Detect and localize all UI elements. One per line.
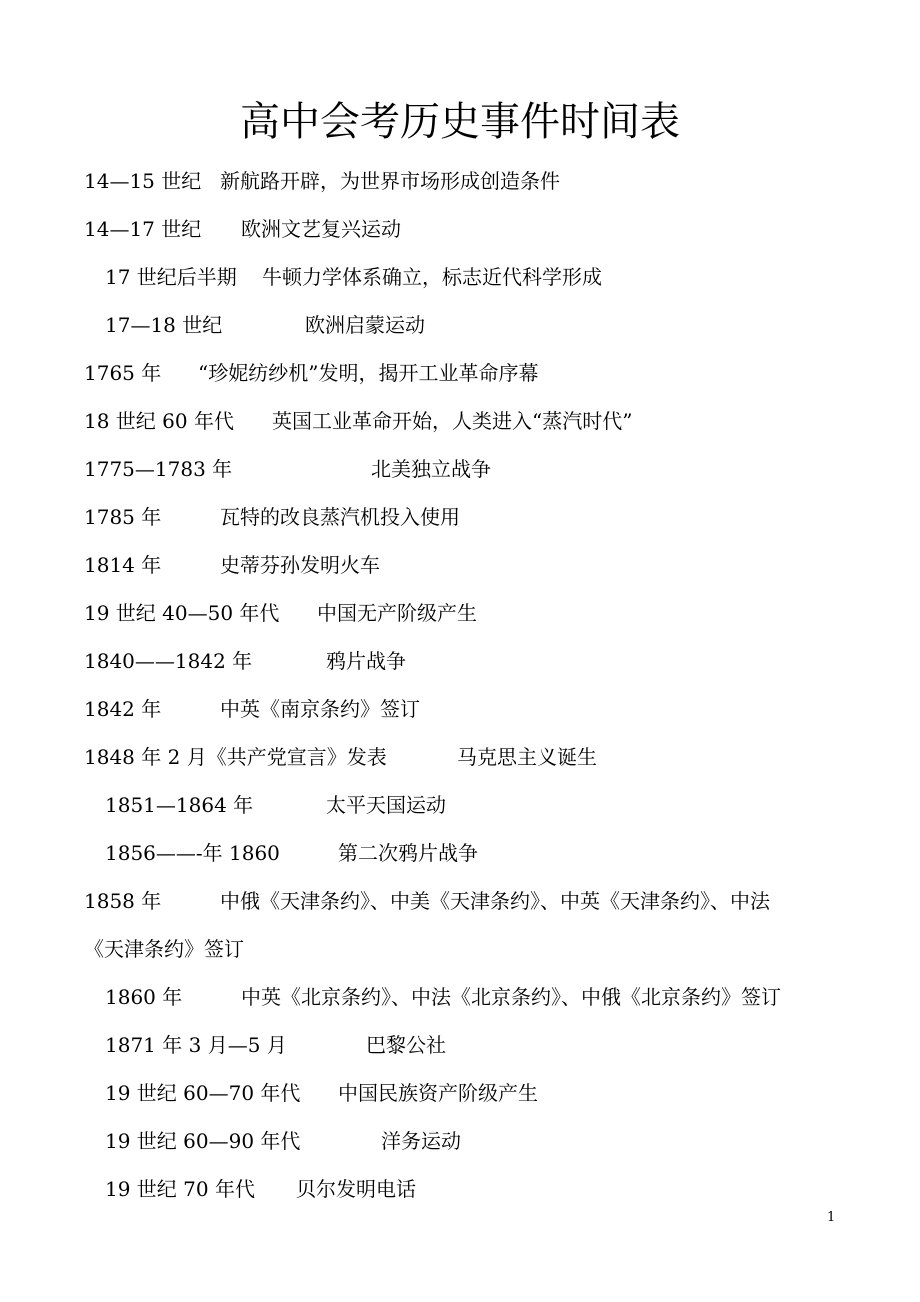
entry-date: 1842 年 [84,697,162,721]
entry-date: 1814 年 [84,553,162,577]
entry-event: “珍妮纺纱机”发明，揭开工业革命序幕 [198,361,539,385]
entry-event: 马克思主义诞生 [457,745,597,769]
entry-date: 14—15 世纪 [84,169,202,193]
entry-date: 1871 年 3 月—5 月 [105,1033,287,1057]
entry-event: 欧洲启蒙运动 [305,313,425,337]
entry-event: 中国民族资产阶级产生 [338,1081,538,1105]
entry-date: 17 世纪后半期 [105,265,237,289]
entry-date: 19 世纪 40—50 年代 [84,601,280,625]
entry-date: 1775—1783 年 [84,457,233,481]
entry-event-continuation: 《天津条约》签订 [84,937,244,961]
entry-event: 牛顿力学体系确立，标志近代科学形成 [262,265,602,289]
entry-date: 1848 年 2 月《共产党宣言》发表 [84,745,387,769]
entry-date: 17—18 世纪 [105,313,223,337]
page-number: 1 [827,1210,836,1225]
entry-event: 中英《南京条约》签订 [220,697,420,721]
entry-event: 北美独立战争 [371,457,491,481]
entry-date: 1765 年 [84,361,162,385]
entry-event: 鸦片战争 [326,649,406,673]
entry-event: 史蒂芬孙发明火车 [220,553,380,577]
entry-date: 14—17 世纪 [84,217,202,241]
entry-event: 中俄《天津条约》、中美《天津条约》、中英《天津条约》、中法 [220,889,770,913]
entry-date: 19 世纪 60—70 年代 [105,1081,301,1105]
entry-date: 1856——-年 1860 [105,841,280,865]
entry-event: 中国无产阶级产生 [317,601,477,625]
entry-date: 1785 年 [84,505,162,529]
entry-event: 英国工业革命开始，人类进入“蒸汽时代” [272,409,633,433]
entry-event: 中英《北京条约》、中法《北京条约》、中俄《北京条约》签订 [241,985,781,1009]
entry-date: 1860 年 [105,985,183,1009]
entry-date: 1851—1864 年 [105,793,254,817]
entry-event: 太平天国运动 [326,793,446,817]
entry-event: 贝尔发明电话 [296,1177,416,1201]
entry-date: 19 世纪 70 年代 [105,1177,255,1201]
entry-date: 19 世纪 60—90 年代 [105,1129,301,1153]
entry-date: 1858 年 [84,889,162,913]
entry-date: 1840——1842 年 [84,649,253,673]
entry-date: 18 世纪 60 年代 [84,409,234,433]
document-title: 高中会考历史事件时间表 [240,99,680,145]
entry-event: 瓦特的改良蒸汽机投入使用 [220,505,460,529]
entry-event: 巴黎公社 [366,1033,446,1057]
entry-event: 洋务运动 [381,1129,461,1153]
entry-event: 欧洲文艺复兴运动 [241,217,401,241]
entry-event: 第二次鸦片战争 [338,841,478,865]
entry-event: 新航路开辟，为世界市场形成创造条件 [220,169,560,193]
